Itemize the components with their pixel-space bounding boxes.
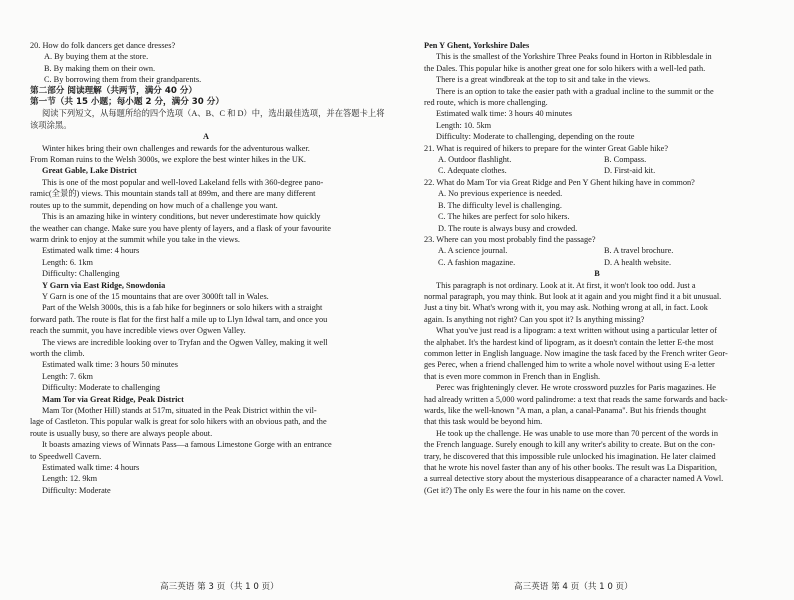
text-line: B. The difficulty level is challenging. (438, 200, 562, 210)
text-line: ramic(全景的) views. This mountain stands tall at 899m, and there are many different (30, 189, 316, 199)
text-line: to Speedwell Cavern. (30, 451, 102, 461)
option-row (424, 165, 770, 176)
text-line: reach the summit, you have incredible views over Ogwen Valley. (30, 326, 246, 336)
text-line: Perec was frighteningly clever. He wrote crossword puzzles for Paris magazines. He (436, 383, 716, 393)
text-line: the French language. Surely enough to kill any writer's ability to create. But on the con- (424, 440, 716, 450)
text-line: common letter in English language. Now imagine the task faced by the French writer Geor- (424, 348, 728, 358)
option-text: D. First-aid kit. (604, 166, 656, 176)
text-line: (Get it?) The only Es were the four in his name on the cover. (424, 485, 626, 495)
text-line: D. The route is always busy and crowded. (438, 223, 578, 233)
option-text: B. A travel brochure. (604, 246, 674, 256)
text-line: lage of Castleton. This popular walk is great for solo hikers with an obvious path, and the (30, 417, 327, 427)
text-line: the Dales. This popular hike is another great one for solo hikers with a well-led path. (424, 63, 706, 73)
text-line: Estimated walk time: 3 hours 50 minutes (42, 360, 178, 370)
text-line: B (594, 269, 600, 279)
text-line: What you've just read is a lipogram: a text written without using a particular letter of (436, 326, 717, 336)
text-line: the weather can change. Make sure you have plenty of layers, and a flask of your favourite (30, 223, 331, 233)
option-text: B. Compass. (604, 155, 647, 165)
text-line: B. By making them on their own. (44, 63, 156, 73)
text-line: Length: 6. 1km (42, 257, 93, 267)
text-line: a surreal detective story about the mysterious disappearance of a character named A Vowl. (424, 474, 724, 484)
text-line: Y Garn is one of the 15 mountains that are over 3000ft tall in Wales. (42, 291, 269, 301)
text-line: again. Is anything not right? Can you spot it? Is anything missing? (424, 314, 645, 324)
text-line: Length: 12. 9km (42, 474, 98, 484)
text-line: Estimated walk time: 3 hours 40 minutes (436, 109, 572, 119)
text-line: Estimated walk time: 4 hours (42, 463, 140, 473)
option-row (424, 257, 770, 268)
text-line: Length: 7. 6km (42, 371, 93, 381)
text-line: This is an amazing hike in wintery conditions, but never underestimate how quickly (42, 212, 321, 222)
text-line: Part of the Welsh 3000s, this is a fab hike for beginners or solo hikers with a straight (42, 303, 323, 313)
text-line: 该项涂黑。 (30, 120, 72, 130)
footer-page-3: 高三英语 第 3 页（共 1 0 页） (160, 582, 279, 592)
text-line: A. By buying them at the store. (44, 52, 149, 62)
text-line: The views are incredible looking over to Tryfan and the Ogwen Valley, making it well (42, 337, 328, 347)
footer-page-4: 高三英语 第 4 页（共 1 0 页） (514, 582, 633, 592)
text-line: From Roman ruins to the Welsh 3000s, we explore the best winter hikes in the UK. (30, 155, 306, 165)
option-text: A. A science journal. (438, 246, 508, 256)
text-line: Pen Y Ghent, Yorkshire Dales (424, 41, 530, 50)
text-line: It boasts amazing views of Winnats Pass—a famous Limestone Gorge with an entrance (42, 440, 332, 450)
text-line: red route, which is more challenging. (424, 98, 548, 108)
text-line: that this task would be beyond him. (424, 417, 543, 427)
text-line: Mam Tor (Mother Hill) stands at 517m, situated in the Peak District within the vil- (42, 406, 317, 415)
text-line: Estimated walk time: 4 hours (42, 246, 140, 256)
text-line: that is even more common in French than in English. (424, 371, 601, 381)
text-line: the alphabet. It's the hardest kind of lipogram, as it doesn't contain the letter E-the most (424, 337, 714, 347)
text-line: 阅读下列短文，从每题所给的四个选项（A、B、C 和 D）中，选出最佳选项，并在答题卡上将 (42, 109, 385, 119)
option-text: C. Adequate clothes. (438, 166, 507, 176)
text-line: Difficulty: Moderate to challenging, depending on the route (436, 132, 635, 142)
text-line: A (203, 132, 209, 142)
text-line: Difficulty: Moderate (42, 485, 111, 495)
text-line: C. By borrowing them from their grandparents. (44, 75, 202, 85)
text-line: route is usually busy, so there are always people about. (30, 428, 213, 438)
text-line: ges Perec, when a friend challenged him to write a whole novel without using E-a letter (424, 360, 715, 370)
text-line: 第二部分 阅读理解（共两节，满分 40 分） (30, 85, 198, 96)
text-line: He took up the challenge. He was unable to use more than 70 percent of the words in (436, 428, 719, 438)
text-line: C. The hikes are perfect for solo hikers. (438, 212, 570, 222)
text-line: Y Garn via East Ridge, Snowdonia (42, 280, 166, 290)
option-row (424, 245, 770, 256)
text-line: worth the climb. (30, 348, 85, 358)
text-line: Winter hikes bring their own challenges and rewards for the adventurous walker. (42, 143, 310, 153)
option-text: D. A health website. (604, 257, 672, 267)
option-row (424, 154, 770, 165)
text-line: Great Gable, Lake District (42, 166, 137, 176)
text-line: 22. What do Mam Tor via Great Ridge and Pen Y Ghent hiking have in common? (424, 177, 695, 187)
text-line: warm drink to enjoy at the summit while you take in the views. (30, 234, 240, 244)
text-line: This paragraph is not ordinary. Look at it. At first, it won't look too odd. Just a (436, 280, 696, 290)
text-line: Just a tiny bit. What's wrong with it, you may ask. Nothing wrong at all, in fact. Look (424, 303, 708, 313)
text-line: 21. What is required of hikers to prepare for the winter Great Gable hike? (424, 143, 669, 153)
text-line: trary, he discovered that this impossible rule unlocked his imagination. He later claimed (424, 451, 716, 461)
text-line: 20. How do folk dancers get dance dresses? (30, 41, 176, 50)
right-column (424, 40, 770, 496)
text-line: 第一节（共 15 小题；每小题 2 分，满分 30 分） (30, 97, 224, 108)
text-line: forward path. The route is flat for the first half a mile up to Llyn Idwal tarn, and once you (30, 314, 328, 324)
option-text: C. A fashion magazine. (438, 257, 516, 267)
text-line: that he wrote his novel faster than any of his other books. The result was La Disparition, (424, 463, 717, 473)
text-line: Length: 10. 5km (436, 120, 492, 130)
text-line: Difficulty: Challenging (42, 269, 120, 279)
text-line: had already written a 5,000 word palindrome: a text that reads the same forwards and back- (424, 394, 728, 404)
text-line: normal paragraph, you may think. But look at it again and you might find it a bit unusual. (424, 291, 722, 301)
option-text: A. Outdoor flashlight. (438, 155, 512, 165)
text-line: 23. Where can you most probably find the passage? (424, 234, 596, 244)
text-line: There is a great windbreak at the top to sit and take in the views. (436, 75, 651, 85)
text-line: There is an option to take the easier path with a gradual incline to the summit or the (436, 86, 714, 96)
text-line: wards, like the well-known "A man, a plan, a canal-Panama". But his friends thought (424, 406, 707, 415)
text-line: A. No previous experience is needed. (438, 189, 563, 199)
text-line: routes up to the summit, depending on how much of a challenge you want. (30, 200, 278, 210)
text-line: Mam Tor via Great Ridge, Peak District (42, 394, 184, 404)
left-column (30, 40, 385, 496)
text-line: This is one of the most popular and well-loved Lakeland fells with 360-degree pano- (42, 177, 324, 187)
text-line: This is the smallest of the Yorkshire Three Peaks found in Horton in Ribblesdale in (436, 52, 712, 62)
text-line: Difficulty: Moderate to challenging (42, 383, 161, 393)
